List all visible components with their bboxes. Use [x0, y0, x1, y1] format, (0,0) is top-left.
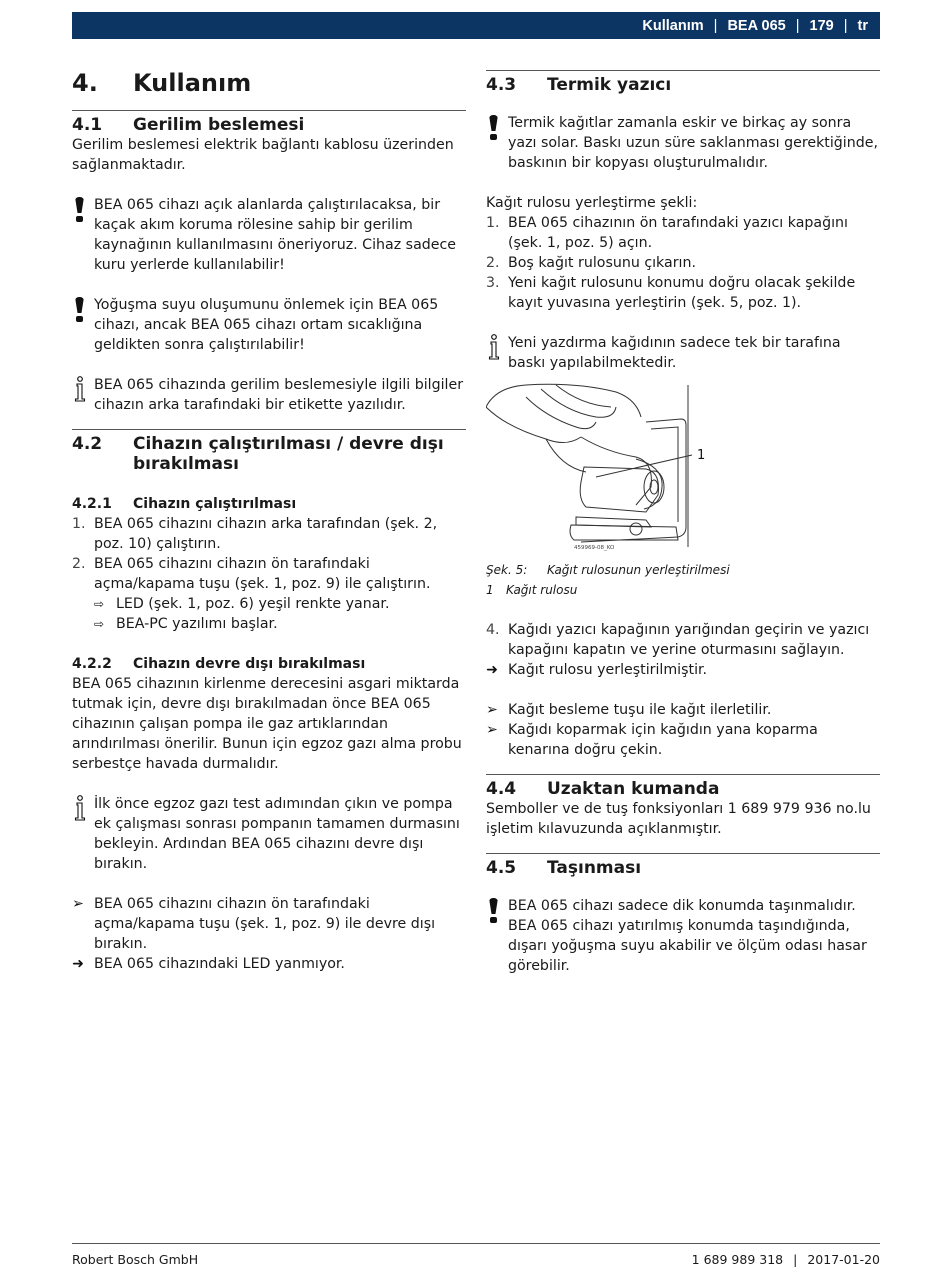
footer-separator: |	[793, 1252, 798, 1267]
result-arrow-icon: ➜	[72, 956, 84, 972]
section-4-4-heading: 4.4 Uzaktan kumanda	[486, 774, 880, 799]
section-number: 4.2	[72, 434, 103, 454]
info-note	[72, 794, 466, 874]
page-footer	[72, 1243, 880, 1270]
info-text: BEA 065 cihazında gerilim beslemesiyle ilgili bilgiler cihazın arka tarafındaki bir etikette yazılıdır.	[94, 377, 464, 413]
warning-exclamation-icon	[489, 115, 498, 131]
list-item: 1. BEA 065 cihazını cihazın arka tarafından (şek. 2, poz. 10) çalıştırın.	[72, 516, 438, 552]
footer-document-number: 1 689 989 318	[691, 1252, 784, 1267]
list-item: 1. BEA 065 cihazının ön tarafındaki yazıcı kapağını (şek. 1, poz. 5) açın.	[486, 215, 848, 251]
printer-illustration	[486, 377, 716, 552]
section-4-4-text: Semboller ve de tuş fonksiyonları 1 689 979 936 no.lu işletim kılavuzunda açıklanmıştır.	[486, 801, 871, 837]
info-note	[486, 333, 880, 373]
figure-legend: 1 Kağıt rulosu	[486, 583, 578, 597]
warning-text: Termik kağıtlar zamanla eskir ve birkaç ay sonra yazı solar. Baskı uzun süre saklanması gerektiğinde, baskının bir kopyası oluşturulmalıdır.	[508, 115, 878, 171]
info-i-icon	[73, 795, 87, 821]
warning-exclamation-icon	[75, 197, 84, 213]
header-separator: |	[843, 17, 848, 34]
subsection-4-2-2-intro: BEA 065 cihazının kirlenme derecesini asgari miktarda tutmak için, devre dışı bırakılmadan önce BEA 065 cihazının çalışan pompa ile gaz artıklarından arındırılması önerilir. Bunun için egzoz gazı alma probu serbestçe havada durmalıdır.	[72, 676, 462, 772]
footer-company: Robert Bosch GmbH	[72, 1252, 199, 1267]
header-section: Kullanım	[642, 17, 704, 34]
result-item: ⇨ BEA-PC yazılımı başlar.	[94, 616, 278, 632]
section-4-1-intro: Gerilim beslemesi elektrik bağlantı kablosu üzerinden sağlanmaktadır.	[72, 137, 454, 173]
result-item: ⇨ LED (şek. 1, poz. 6) yeşil renkte yanar.	[94, 596, 390, 612]
action-arrow-icon: ➢	[486, 702, 498, 718]
header-separator: |	[713, 17, 718, 34]
list-item: 3. Yeni kağıt rulosunu konumu doğru olacak şekilde kayıt yuvasına yerleştirin (şek. 5, poz. 1).	[486, 275, 856, 311]
warning-note	[486, 113, 880, 173]
warning-text: BEA 065 cihazı açık alanlarda çalıştırılacaksa, bir kaçak akım koruma rölesine sahip bir gerilim kaynağının kullanılmasını öneriyoruz. Cihaz sadece kuru yerlerde kullanılabilir!	[94, 197, 457, 273]
list-item: 4. Kağıdı yazıcı kapağının yarığından geçirin ve yazıcı kapağını kapatın ve yerine oturmasını sağlayın.	[486, 622, 870, 658]
header-page-number: 179	[809, 17, 834, 34]
section-4-5-heading: 4.5 Taşınması	[486, 853, 880, 878]
result-arrow-icon: ➜	[486, 662, 498, 678]
chapter-name: Kullanım	[133, 69, 252, 97]
figure-paper-roll-illustration	[486, 377, 706, 552]
section-4-2-heading	[72, 429, 466, 474]
action-item: ➢ Kağıt besleme tuşu ile kağıt ilerletilir.	[486, 702, 772, 718]
info-note	[72, 375, 466, 415]
result-item: ➜ BEA 065 cihazındaki LED yanmıyor.	[72, 956, 345, 972]
list-item: 2. Boş kağıt rulosunu çıkarın.	[486, 255, 696, 271]
action-item: ➢ BEA 065 cihazını cihazın ön tarafındaki açma/kapama tuşu (şek. 1, poz. 9) ile devre dışı bırakın.	[72, 896, 436, 952]
action-arrow-icon: ➢	[486, 722, 498, 738]
figure-caption: Şek. 5: Kağıt rulosunun yerleştirilmesi	[486, 563, 730, 577]
section-number: 4.1	[72, 115, 103, 135]
list-item: 2. BEA 065 cihazını cihazın ön tarafındaki açma/kapama tuşu (şek. 1, poz. 9) ile çalıştırın.	[72, 556, 431, 592]
procedure-lead: Kağıt rulosu yerleştirme şekli:	[486, 195, 698, 211]
figure-callout-1: 1	[697, 448, 706, 463]
warning-note	[72, 195, 466, 275]
right-column	[486, 70, 880, 976]
subsection-4-2-2-heading: 4.2.2 Cihazın devre dışı bırakılması	[72, 656, 366, 672]
chapter-title	[72, 68, 466, 98]
info-i-icon	[487, 334, 501, 360]
chapter-number: 4.	[72, 69, 98, 97]
figure-code: 459969-08_KO	[574, 545, 615, 551]
left-column	[72, 60, 466, 974]
warning-text: BEA 065 cihazı sadece dik konumda taşınmalıdır. BEA 065 cihazı yatırılmış konumda taşındığında, dışarı yoğuşma suyu akabilir ve ölçüm odası hasar görebilir.	[508, 898, 867, 974]
footer-date: 2017-01-20	[807, 1252, 880, 1267]
warning-note	[72, 295, 466, 355]
info-i-icon	[73, 376, 87, 402]
header-language: tr	[857, 17, 868, 34]
footer-right	[692, 1250, 880, 1270]
header-product: BEA 065	[727, 17, 786, 34]
result-arrow-icon: ⇨	[94, 597, 105, 611]
result-arrow-icon: ⇨	[94, 617, 105, 631]
section-title: Gerilim beslemesi	[133, 115, 305, 135]
section-title: Cihazın çalıştırılması / devre dışı bırakılması	[133, 434, 444, 474]
result-item: ➜ Kağıt rulosu yerleştirilmiştir.	[486, 662, 708, 678]
info-text: Yeni yazdırma kağıdının sadece tek bir tarafına baskı yapılabilmektedir.	[508, 335, 841, 371]
section-4-1-heading	[72, 110, 466, 135]
subsection-4-2-1-heading: 4.2.1 Cihazın çalıştırılması	[72, 496, 297, 512]
action-item: ➢ Kağıdı koparmak için kağıdın yana koparma kenarına doğru çekin.	[486, 722, 818, 758]
info-text: İlk önce egzoz gazı test adımından çıkın ve pompa ek çalışması sonrası pompanın tamamen durmasını bekleyin. Ardından BEA 065 cihazını devre dışı bırakın.	[94, 796, 460, 872]
section-4-3-heading: 4.3 Termik yazıcı	[486, 70, 880, 95]
warning-exclamation-icon	[489, 898, 498, 914]
warning-exclamation-icon	[75, 297, 84, 313]
warning-note	[486, 896, 880, 976]
warning-text: Yoğuşma suyu oluşumunu önlemek için BEA 065 cihazı, ancak BEA 065 cihazı ortam sıcaklığına geldikten sonra çalıştırılabilir!	[94, 297, 439, 353]
action-arrow-icon: ➢	[72, 896, 84, 912]
page-header	[72, 12, 880, 39]
header-separator: |	[795, 17, 800, 34]
